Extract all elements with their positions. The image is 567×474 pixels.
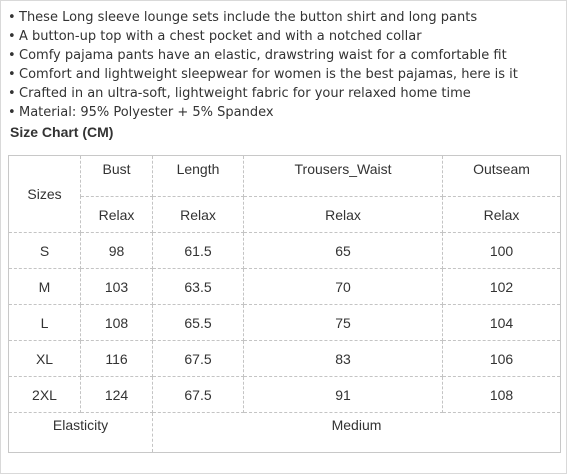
feature-item: • These Long sleeve lounge sets include the button shirt and long pants <box>8 8 518 27</box>
size-chart-table <box>8 155 561 453</box>
table-row <box>9 305 561 341</box>
size-cell: XL <box>9 341 81 377</box>
length-cell: 63.5 <box>153 269 244 305</box>
table-row <box>9 377 561 413</box>
fit-label-cell: Relax <box>81 197 153 233</box>
feature-item: • Material: 95% Polyester + 5% Spandex <box>8 103 518 122</box>
size-chart-title: Size Chart (CM) <box>10 124 114 140</box>
outseam-cell: 102 <box>443 269 561 305</box>
table-row <box>9 269 561 305</box>
fit-label-cell: Relax <box>153 197 244 233</box>
column-header-length: Length <box>153 156 244 197</box>
trousers-waist-cell: 70 <box>244 269 443 305</box>
fit-label-cell: Relax <box>244 197 443 233</box>
feature-list <box>8 8 518 122</box>
feature-item: • A button-up top with a chest pocket and with a notched collar <box>8 27 518 46</box>
outseam-cell: 104 <box>443 305 561 341</box>
size-cell: 2XL <box>9 377 81 413</box>
column-header-trousers-waist: Trousers_Waist <box>244 156 443 197</box>
outseam-cell: 106 <box>443 341 561 377</box>
trousers-waist-cell: 65 <box>244 233 443 269</box>
length-cell: 67.5 <box>153 341 244 377</box>
fit-label-cell: Relax <box>443 197 561 233</box>
bust-cell: 98 <box>81 233 153 269</box>
bust-cell: 103 <box>81 269 153 305</box>
bust-cell: 116 <box>81 341 153 377</box>
feature-item: • Crafted in an ultra-soft, lightweight fabric for your relaxed home time <box>8 84 518 103</box>
table-row <box>9 233 561 269</box>
size-cell: M <box>9 269 81 305</box>
length-cell: 65.5 <box>153 305 244 341</box>
elasticity-value-cell: Medium <box>153 413 561 453</box>
feature-item: • Comfort and lightweight sleepwear for women is the best pajamas, here is it <box>8 65 518 84</box>
outseam-cell: 100 <box>443 233 561 269</box>
length-cell: 67.5 <box>153 377 244 413</box>
feature-item: • Comfy pajama pants have an elastic, drawstring waist for a comfortable fit <box>8 46 518 65</box>
elasticity-label-cell: Elasticity <box>9 413 153 453</box>
bust-cell: 108 <box>81 305 153 341</box>
column-header-outseam: Outseam <box>443 156 561 197</box>
fit-row <box>9 197 561 233</box>
header-row <box>9 156 561 197</box>
trousers-waist-cell: 91 <box>244 377 443 413</box>
size-cell: L <box>9 305 81 341</box>
column-header-bust: Bust <box>81 156 153 197</box>
outseam-cell: 108 <box>443 377 561 413</box>
length-cell: 61.5 <box>153 233 244 269</box>
sizes-header-cell: Sizes <box>9 156 81 233</box>
size-cell: S <box>9 233 81 269</box>
elasticity-row <box>9 413 561 453</box>
bust-cell: 124 <box>81 377 153 413</box>
trousers-waist-cell: 75 <box>244 305 443 341</box>
trousers-waist-cell: 83 <box>244 341 443 377</box>
table-row <box>9 341 561 377</box>
